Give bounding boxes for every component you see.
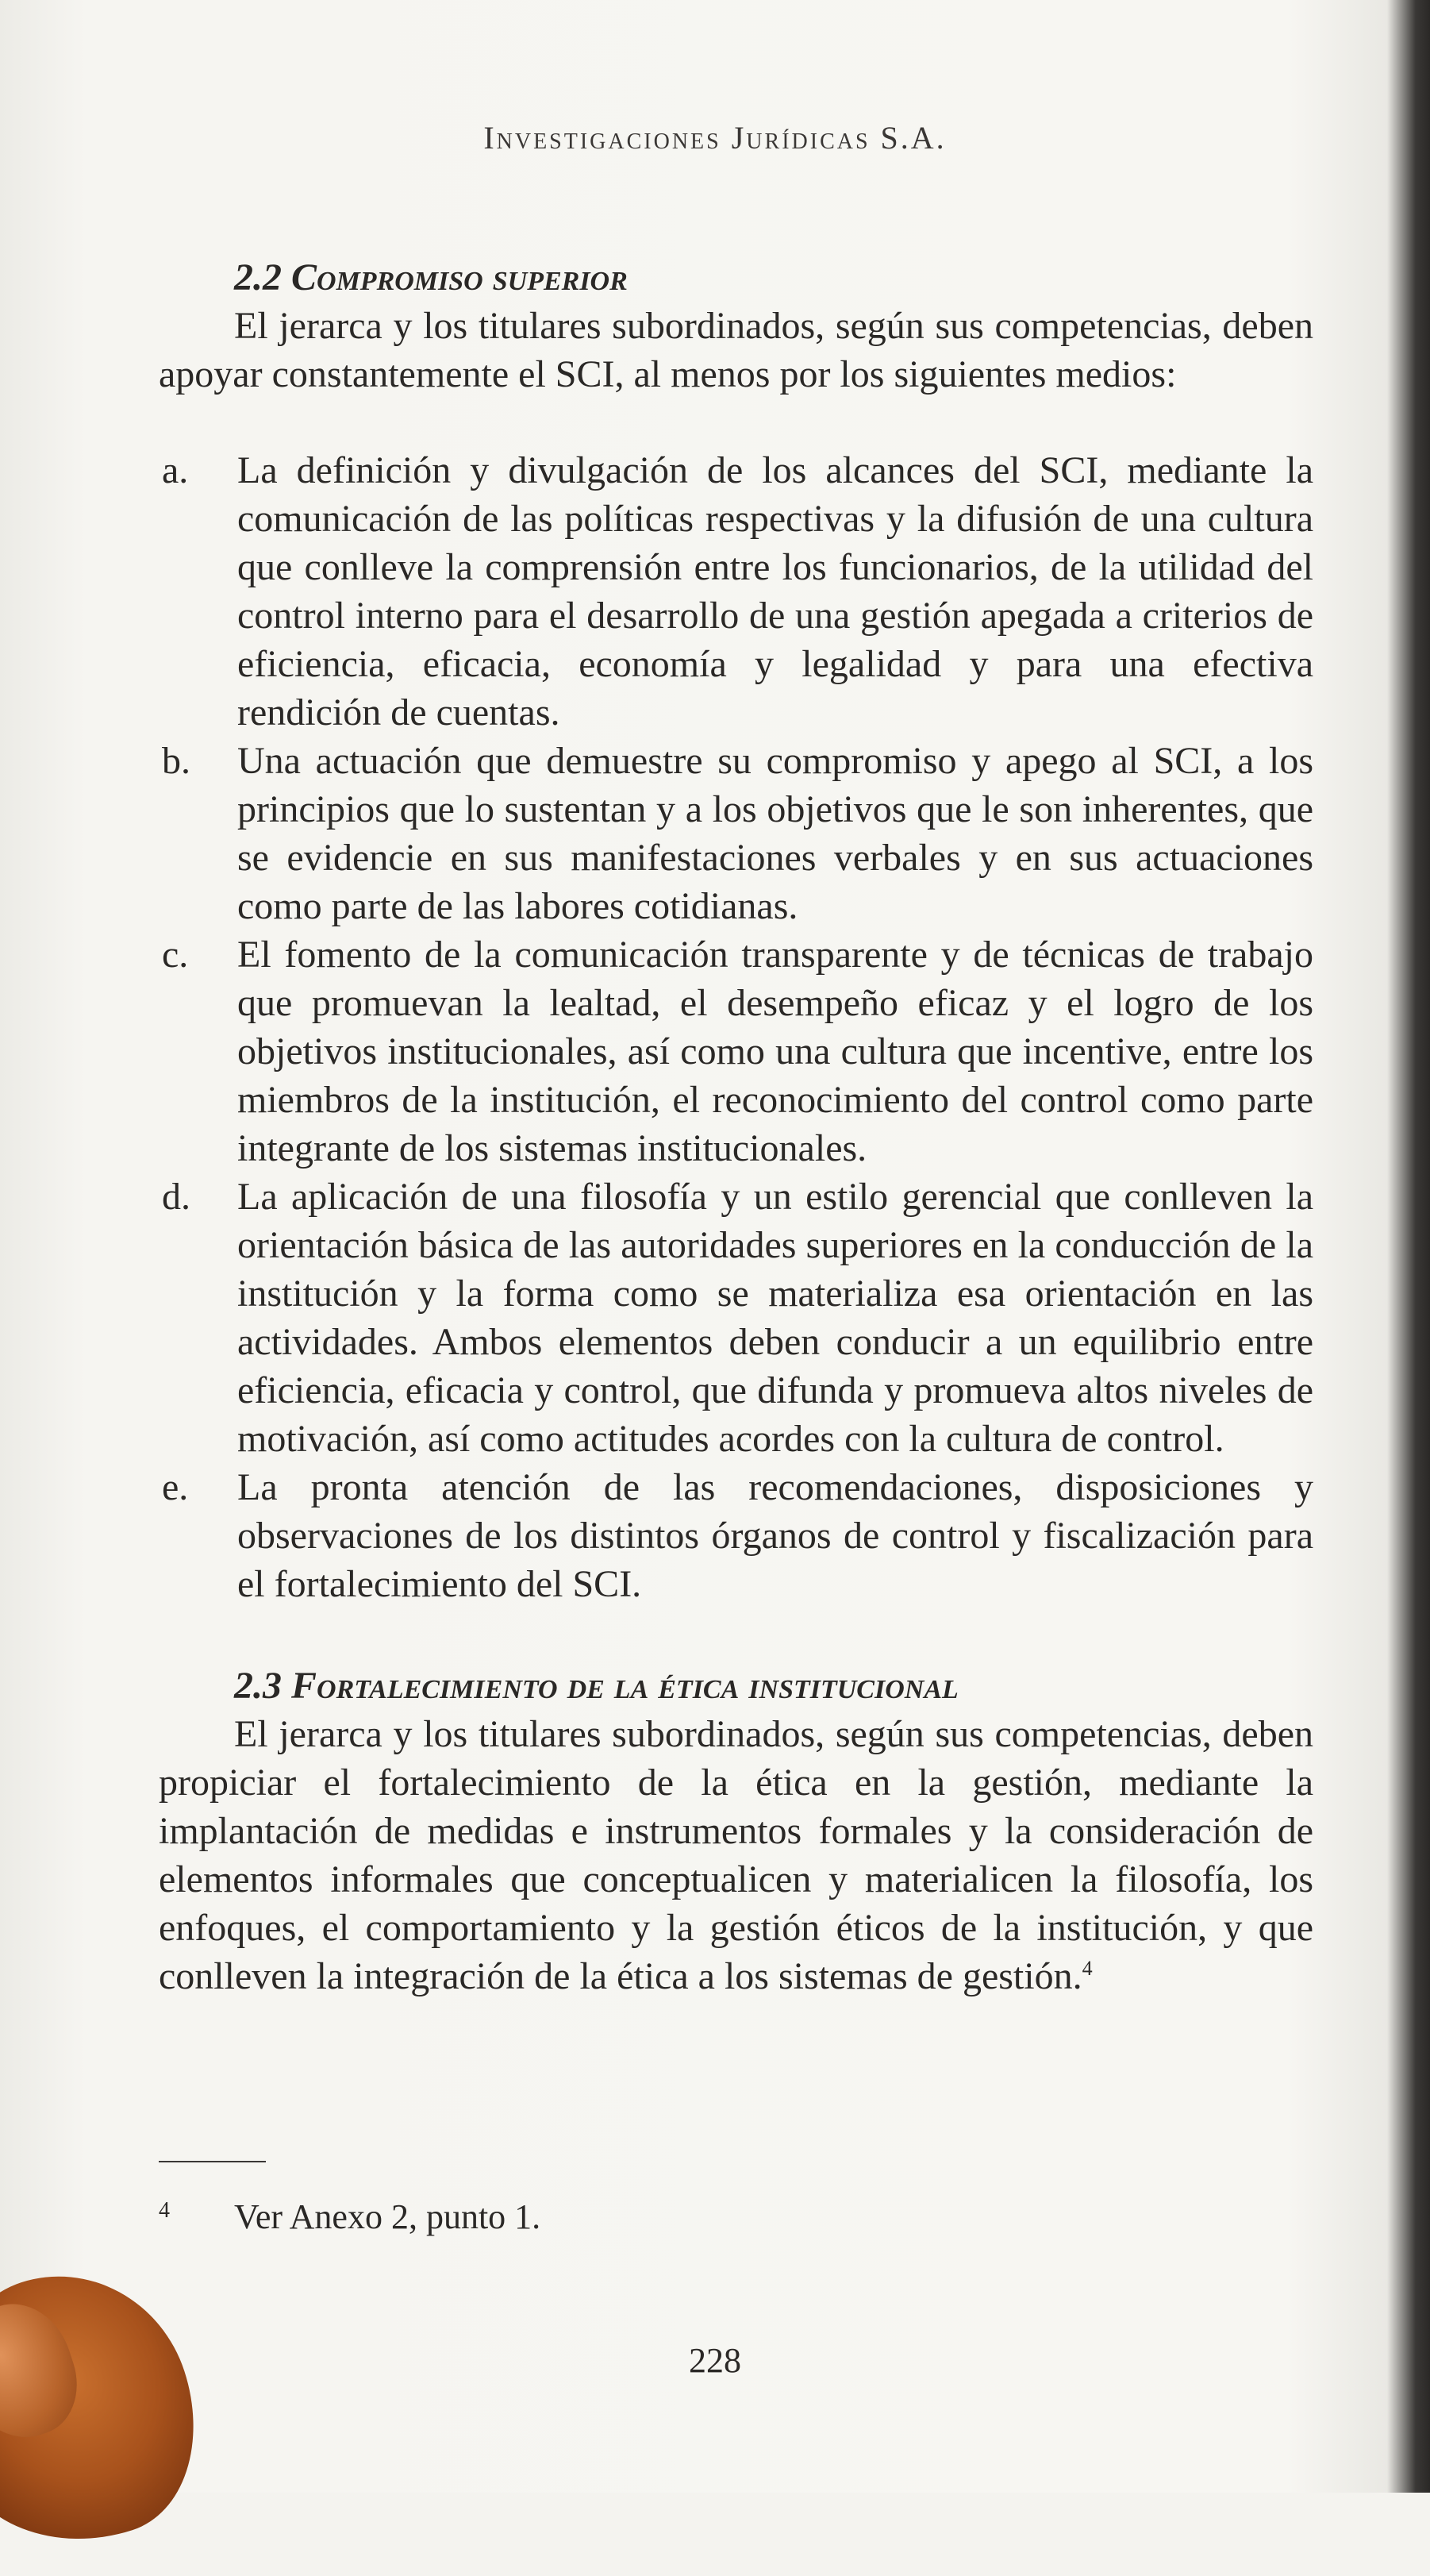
list-item xyxy=(159,446,1313,737)
thumbnail-nail xyxy=(0,2290,91,2453)
section-spacer xyxy=(159,1608,1313,1662)
section-2-3-body-text: El jerarca y los titulares subordinados, según sus competencias, deben propiciar el fortalecimiento de la ética en la gestión, mediante la implantación de medidas e instrumentos formales y la consideración de elementos informales que conceptualicen y materialicen la filosofía, los enfoques, el comportamiento y la gestión éticos de la institución, y que conlleven la integración de la ética a los sistemas de gestión. xyxy=(159,1713,1313,1997)
list-marker: b. xyxy=(162,740,190,782)
list-marker: d. xyxy=(162,1176,190,1218)
list-item xyxy=(159,1172,1313,1463)
list-marker: e. xyxy=(162,1466,189,1508)
list-item-text: La definición y divulgación de los alcances del SCI, mediante la comunicación de las políticas respectivas y la difusión de una cultura que conlleve la comprensión entre los funcionarios, de la utilidad del control interno para el desarrollo de una gestión apegada a criterios de eficiencia, eficacia, economía y legalidad y para una efectiva rendición de cuentas. xyxy=(237,449,1313,734)
running-header: Investigaciones Jurídicas S.A. xyxy=(483,120,947,156)
page-number: 228 xyxy=(689,2341,741,2380)
list-item xyxy=(159,930,1313,1172)
section-2-3-title: 2.3 Fortalecimiento de la ética institucional xyxy=(234,1665,959,1707)
list-item-text: La pronta atención de las recomendaciones, disposiciones y observaciones de los distintos órganos de control y fiscalización para el fortalecimiento del SCI. xyxy=(237,1466,1313,1605)
section-2-2-title: 2.2 Compromiso superior xyxy=(234,256,628,298)
list-item-text: La aplicación de una filosofía y un estilo gerencial que conlleven la orientación básica de las autoridades superiores en la conducción de la institución y la forma como se materializa esa orientación en las actividades. Ambos elementos deben conducir a un equilibrio entre eficiencia, eficacia y control, que difunda y promueva altos niveles de motivación, así como actitudes acordes con la cultura de control. xyxy=(237,1176,1313,1460)
list-item-text: Una actuación que demuestre su compromiso y apego al SCI, a los principios que lo sustentan y a los objetivos que le son inherentes, que se evidencie en sus manifestaciones verbales y en sus actuaciones como parte de las labores cotidianas. xyxy=(237,740,1313,927)
section-2-2-list xyxy=(159,446,1313,1608)
page-content xyxy=(159,254,1313,2000)
section-2-3-body xyxy=(159,1710,1313,2000)
thumb-photo-artifact xyxy=(0,2243,226,2575)
footnote-divider xyxy=(159,2161,266,2162)
footnote xyxy=(159,2195,1313,2239)
footnote-text: Ver Anexo 2, punto 1. xyxy=(234,2197,541,2236)
list-item xyxy=(159,737,1313,930)
list-marker: c. xyxy=(162,934,189,976)
section-2-2-intro: El jerarca y los titulares subordinados, según sus competencias, deben apoyar constantemente el SCI, al menos por los siguientes medios: xyxy=(159,305,1313,395)
list-marker: a. xyxy=(162,449,189,491)
footnote-marker: 4 xyxy=(159,2198,170,2223)
list-item xyxy=(159,1463,1313,1608)
list-item-text: El fomento de la comunicación transparente y de técnicas de trabajo que promuevan la lealtad, el desempeño eficaz y el logro de los objetivos institucionales, así como una cultura que incentive, entre los miembros de la institución, el reconocimiento del control como parte integrante de los sistemas institucionales. xyxy=(237,934,1313,1169)
footnote-reference[interactable]: 4 xyxy=(1082,1957,1093,1980)
